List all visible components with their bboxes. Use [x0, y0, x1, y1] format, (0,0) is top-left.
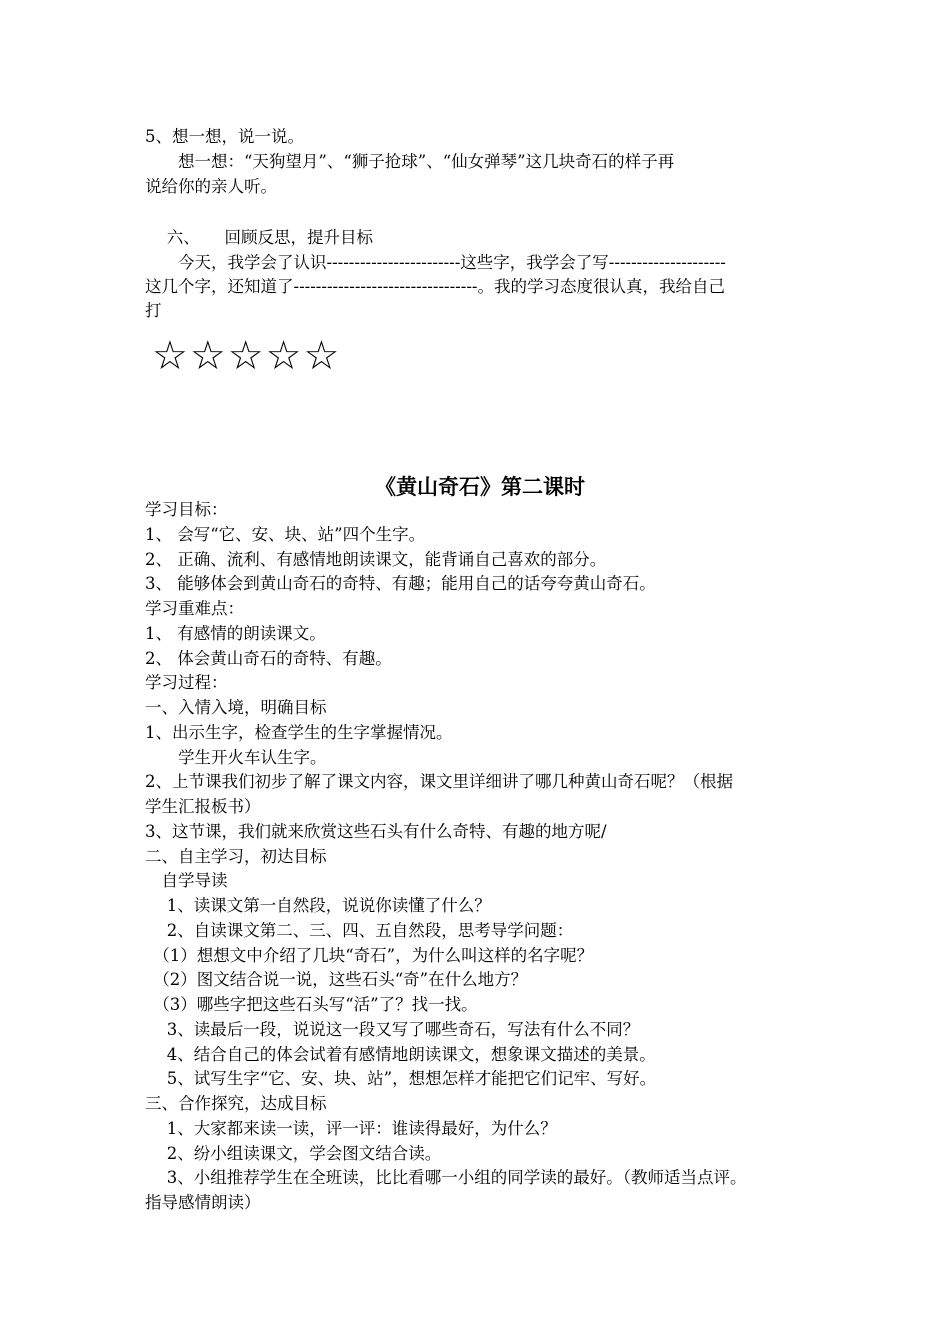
lesson-line: 1、 有感情的朗读课文。: [145, 623, 326, 643]
lesson-line: （2）图文结合说一说，这些石头“奇”在什么地方？: [145, 970, 528, 990]
lesson-line: 学生汇报板书）: [145, 797, 261, 816]
lesson-line: 2、自读课文第二、三、四、五自然段，思考导学问题：: [145, 920, 574, 940]
lesson-line: 2、纷小组读课文，学会图文结合读。: [145, 1143, 442, 1163]
reflection-line-1: 今天，我学会了认识------------------------这些字，我学会了写---------------------: [145, 253, 726, 272]
reflection-line-2: 这几个字，还知道了---------------------------------。我的学习态度很认真，我给自己: [145, 277, 725, 296]
lesson-line: 2、上节课我们初步了解了课文内容，课文里详细讲了哪几种黄山奇石呢？（根据: [145, 772, 733, 792]
lesson-line: 4、结合自己的体会试着有感情地朗读课文，想象课文描述的美景。: [145, 1044, 656, 1064]
lesson-line: 1、出示生字，检查学生的生字掌握情况。: [145, 722, 453, 742]
lesson-line: 2、 正确、流利、有感情地朗读课文，能背诵自己喜欢的部分。: [145, 549, 607, 569]
lesson-line: 3、 能够体会到黄山奇石的奇特、有趣；能用自己的话夸夸黄山奇石。: [145, 574, 656, 594]
lesson-line: 3、读最后一段，说说这一段又写了哪些奇石，写法有什么不同？: [145, 1019, 640, 1039]
lesson-line: 1、大家都来读一读，评一评：谁读得最好，为什么？: [145, 1118, 557, 1138]
lesson-line: 5、试写生字“它、安、块、站”，想想怎样才能把它们记牢、写好。: [145, 1069, 657, 1089]
reflection-line-3: 打: [145, 301, 162, 320]
section6-heading: 六、 回顾反思，提升目标: [145, 228, 373, 247]
item5-body-line-2: 说给你的亲人听。: [145, 177, 277, 196]
lesson-line: 三、合作探究，达成目标: [145, 1094, 327, 1113]
lesson-line: 1、 会写“它、安、块、站”四个生字。: [145, 524, 426, 544]
lesson-line: 一、入情入境，明确目标: [145, 698, 327, 717]
lesson-line: （3）哪些字把这些石头写“活”了？找一找。: [145, 995, 478, 1014]
lesson-line: 学习过程：: [145, 673, 228, 693]
lesson-line: （1）想想文中介绍了几块“奇石”，为什么叫这样的名字呢？: [145, 945, 594, 965]
lesson-line: 1、读课文第一自然段，说说你读懂了什么？: [145, 896, 491, 915]
lesson-line: 二、自主学习，初达目标: [145, 846, 327, 866]
lesson-line: 学习重难点：: [145, 599, 244, 618]
item5-body-line-1: 想一想：“天狗望月”、“狮子抢球”、“仙女弹琴”这几块奇石的样子再: [145, 152, 675, 171]
lesson-line: 指导感情朗读）: [145, 1193, 261, 1212]
lesson-line: 3、小组推荐学生在全班读，比比看哪一小组的同学读的最好。（教师适当点评。: [145, 1168, 747, 1188]
star-rating-icon: ☆☆☆☆☆: [152, 333, 342, 379]
lesson-line: 2、 体会黄山奇石的奇特、有趣。: [145, 648, 392, 668]
lesson-title: 《黄山奇石》第二课时: [375, 474, 585, 499]
lesson-line: 3、这节课，我们就来欣赏这些石头有什么奇特、有趣的地方呢/: [145, 821, 607, 841]
lesson-line: 学生开火车认生字。: [145, 747, 327, 767]
lesson-line: 自学导读: [145, 871, 228, 891]
item5-heading: 5、想一想，说一说。: [145, 127, 304, 146]
lesson-line: 学习目标：: [145, 500, 228, 519]
